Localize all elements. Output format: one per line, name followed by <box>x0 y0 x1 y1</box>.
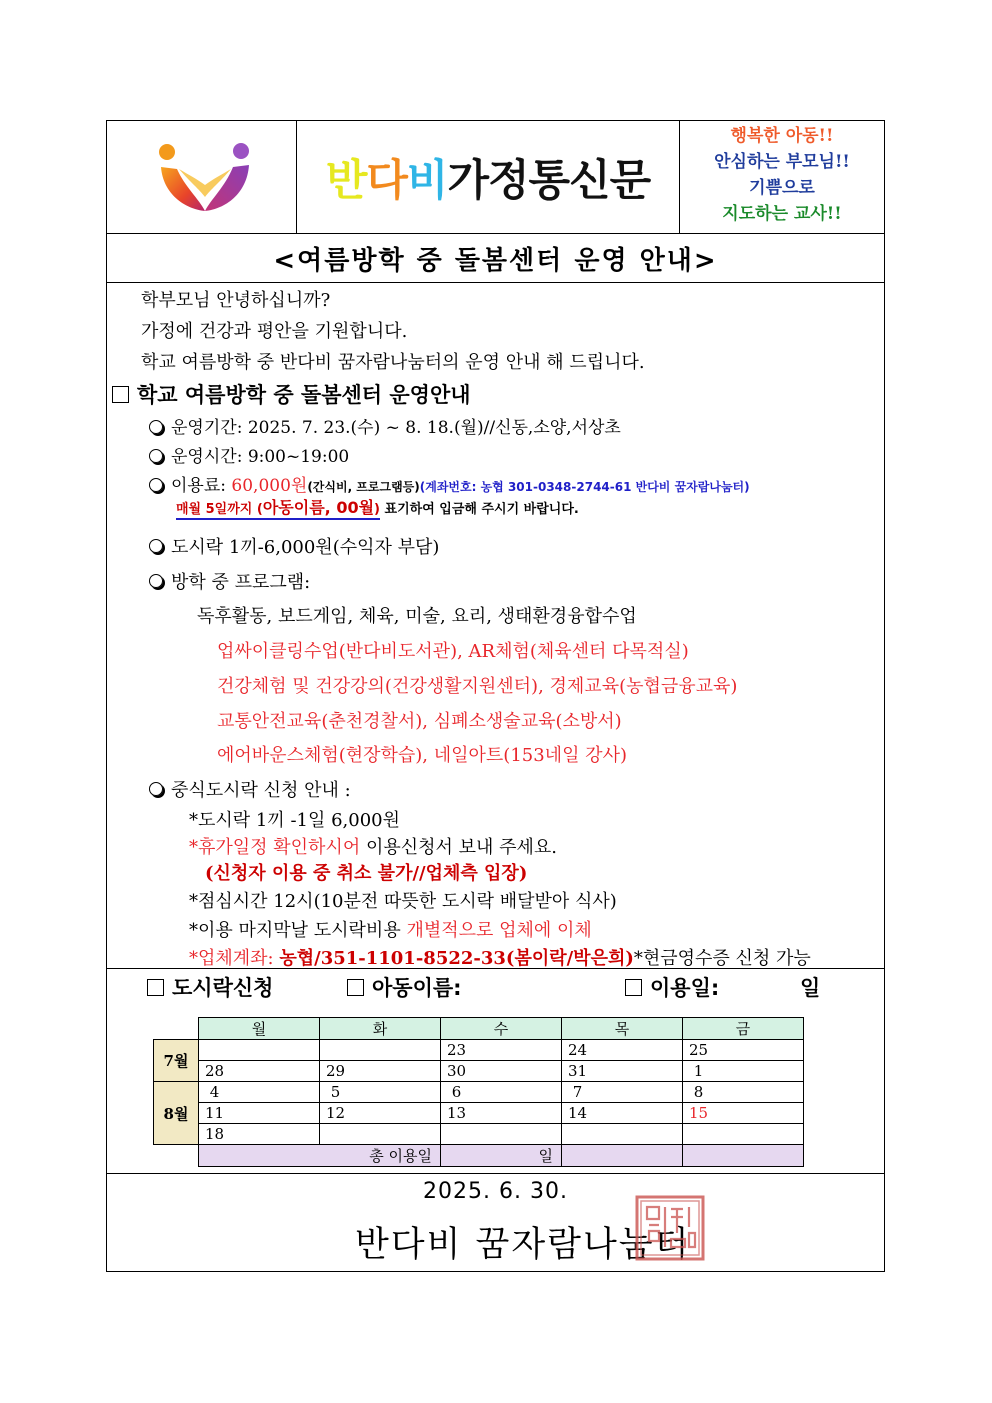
divider <box>107 1173 884 1174</box>
motto-line: 행복한 아동!! <box>730 126 834 146</box>
deadline-rest: 표기하여 입금해 주시기 바랍니다. <box>380 502 579 517</box>
motto-line: 지도하는 교사!! <box>722 204 842 224</box>
program-label <box>149 568 310 594</box>
program-extra: 건강체험 및 건강강의(건강생활지원센터), 경제교육(농협금융교육) <box>217 676 738 697</box>
calendar-day[interactable]: 12 <box>320 1103 441 1124</box>
deadline-text: 매월 5일까지 ( <box>176 502 263 517</box>
bullet-icon <box>149 574 163 588</box>
calendar-header-row <box>154 1018 804 1040</box>
vendor-account-line <box>189 944 811 970</box>
brand-part: 가정통신문 <box>447 155 651 206</box>
total-blank <box>683 1145 804 1167</box>
child-name-field[interactable] <box>347 972 462 1002</box>
calendar-day[interactable]: 11 <box>199 1103 320 1124</box>
calendar-day[interactable]: 18 <box>199 1124 320 1145</box>
brand-part: 반 <box>325 155 367 206</box>
calendar-day[interactable]: 25 <box>683 1040 804 1061</box>
calendar-day[interactable] <box>199 1040 320 1061</box>
calendar-table <box>153 1017 804 1167</box>
program-extra: 에어바운스체험(현장학습), 네일아트(153네일 강사) <box>217 745 627 766</box>
bullet-icon <box>149 782 163 796</box>
calendar-row <box>154 1040 804 1061</box>
weekday-header: 금 <box>683 1018 804 1040</box>
programs-main: 독후활동, 보드게임, 체육, 미술, 요리, 생태환경융합수업 <box>197 606 637 627</box>
calendar-day[interactable]: 30 <box>441 1061 562 1082</box>
total-label: 총 이용일 <box>199 1145 441 1167</box>
brand-part: 비 <box>406 155 448 206</box>
checkbox-icon[interactable] <box>347 979 364 996</box>
lunch-price-text: 도시락 1끼-6,000원(수익자 부담) <box>171 537 440 558</box>
month-label: 7월 <box>154 1040 199 1082</box>
section-heading-text: 학교 여름방학 중 돌봄센터 운영안내 <box>137 383 471 407</box>
lunch-order-label <box>149 776 351 802</box>
total-blank <box>562 1145 683 1167</box>
calendar-blank <box>154 1145 199 1167</box>
calendar-row <box>154 1082 804 1103</box>
vendor-account-label: *업체계좌: <box>189 948 280 969</box>
calendar-day[interactable] <box>441 1124 562 1145</box>
organization-name: 반다비 꿈자람나눔터 <box>355 1225 691 1265</box>
calendar-day[interactable]: 1 <box>683 1061 804 1082</box>
fee-amount: 60,000원 <box>231 476 308 496</box>
deadline-close: ) <box>374 502 380 517</box>
lunch-info: *점심시간 12시(10분전 따뜻한 도시락 배달받아 식사) <box>189 891 617 912</box>
month-label: 8월 <box>154 1082 199 1145</box>
period-text: 운영기간: 2025. 7. 23.(수) ~ 8. 18.(월)//신동,소양,서상초 <box>171 418 621 438</box>
deadline-highlight <box>176 498 380 520</box>
motto-line: 기쁨으로 <box>749 178 815 198</box>
lunch-apply-field[interactable] <box>147 972 273 1002</box>
lunch-order-label-text: 중식도시락 신청 안내 : <box>171 780 351 801</box>
weekday-header: 화 <box>320 1018 441 1040</box>
deadline-line <box>176 497 579 521</box>
operation-hours <box>149 442 349 467</box>
use-days-label: 이용일: <box>650 976 720 1000</box>
calendar-day[interactable]: 6 <box>441 1082 562 1103</box>
lunch-info <box>189 916 592 942</box>
calendar-day[interactable]: 31 <box>562 1061 683 1082</box>
bank-account: (계좌번호: 농협 301-0348-2744-61 반다비 꿈자람나눔터) <box>419 480 750 494</box>
bullet-icon <box>149 420 163 434</box>
calendar-day[interactable]: 23 <box>441 1040 562 1061</box>
official-seal-stamp <box>635 1195 705 1261</box>
weekday-header: 목 <box>562 1018 683 1040</box>
lunch-info-red: *휴가일정 확인하시어 <box>189 837 361 858</box>
section-heading <box>112 379 471 409</box>
calendar-day[interactable]: 4 <box>199 1082 320 1103</box>
brand-part: 다 <box>366 155 407 206</box>
newsletter-brand-title <box>297 121 679 233</box>
operation-period <box>149 413 621 438</box>
total-unit: 일 <box>441 1145 562 1167</box>
use-days-field[interactable] <box>625 972 719 1002</box>
greeting-line: 가정에 건강과 평안을 기원합니다. <box>141 321 408 342</box>
greeting-line: 학부모님 안녕하십니까? <box>141 290 331 311</box>
calendar-row <box>154 1103 804 1124</box>
calendar-day[interactable]: 5 <box>320 1082 441 1103</box>
divider <box>107 282 884 283</box>
checkbox-icon[interactable] <box>147 979 164 996</box>
weekday-header: 월 <box>199 1018 320 1040</box>
bullet-icon <box>149 539 163 553</box>
calendar-day[interactable] <box>320 1040 441 1061</box>
child-name-label: 아동이름: <box>372 976 462 1000</box>
calendar-row <box>154 1061 804 1082</box>
hours-text: 운영시간: 9:00~19:00 <box>171 447 350 467</box>
lunch-info-rest: 이용신청서 보내 주세요. <box>360 837 557 858</box>
notice-title: <여름방학 중 돌봄센터 운영 안내> <box>273 245 718 276</box>
calendar-day[interactable]: 8 <box>683 1082 804 1103</box>
bullet-icon <box>149 449 163 463</box>
checkbox-icon[interactable] <box>625 979 642 996</box>
bandabi-logo <box>155 139 255 215</box>
newsletter-frame <box>106 120 885 1272</box>
calendar-day[interactable]: 28 <box>199 1061 320 1082</box>
calendar-day[interactable]: 29 <box>320 1061 441 1082</box>
lunch-price <box>149 533 439 559</box>
program-label-text: 방학 중 프로그램: <box>171 572 311 593</box>
bullet-icon <box>149 478 163 492</box>
calendar-day[interactable]: 13 <box>441 1103 562 1124</box>
calendar-day[interactable] <box>320 1124 441 1145</box>
deadline-name: 아동이름, 00월 <box>262 498 375 517</box>
calendar-row <box>154 1124 804 1145</box>
divider <box>107 968 884 969</box>
calendar-day[interactable]: 14 <box>562 1103 683 1124</box>
motto <box>679 121 885 233</box>
lunch-apply-label: 도시락신청 <box>172 976 274 1000</box>
fee-label: 이용료: <box>171 476 232 496</box>
checkbox-icon <box>112 386 129 403</box>
weekday-header: 수 <box>441 1018 562 1040</box>
calendar-day[interactable]: 7 <box>562 1082 683 1103</box>
issue-date: 2025. 6. 30. <box>423 1179 568 1204</box>
calendar-day[interactable] <box>683 1124 804 1145</box>
calendar-day-holiday[interactable]: 15 <box>683 1103 804 1124</box>
fee-note: (간식비, 프로그램등) <box>307 480 420 494</box>
lunch-info-red: 개별적으로 업체에 이체 <box>406 920 592 941</box>
program-extra: 업싸이클링수업(반다비도서관), AR체험(체육센터 다목적실) <box>217 641 689 662</box>
calendar-day[interactable] <box>562 1124 683 1145</box>
lunch-info-text: *이용 마지막날 도시락비용 <box>189 920 407 941</box>
day-unit: 일 <box>800 976 821 1000</box>
lunch-cancel-notice: (신청자 이용 중 취소 불가//업체측 입장) <box>205 863 528 884</box>
motto-line: 안심하는 부모님!! <box>714 152 850 172</box>
lunch-info <box>189 833 557 859</box>
calendar-corner <box>154 1018 199 1040</box>
fee-line <box>149 471 750 496</box>
greeting-line: 학교 여름방학 중 반다비 꿈자람나눔터의 운영 안내 해 드립니다. <box>141 352 645 373</box>
calendar-day[interactable]: 24 <box>562 1040 683 1061</box>
program-extra: 교통안전교육(춘천경찰서), 심폐소생술교육(소방서) <box>217 711 622 732</box>
receipt-note: *현금영수증 신청 가능 <box>633 948 811 969</box>
calendar-total-row <box>154 1145 804 1167</box>
vendor-account: 농협/351-1101-8522-33(봄이락/박은희) <box>279 948 634 969</box>
lunch-info: *도시락 1끼 -1일 6,000원 <box>189 810 401 831</box>
